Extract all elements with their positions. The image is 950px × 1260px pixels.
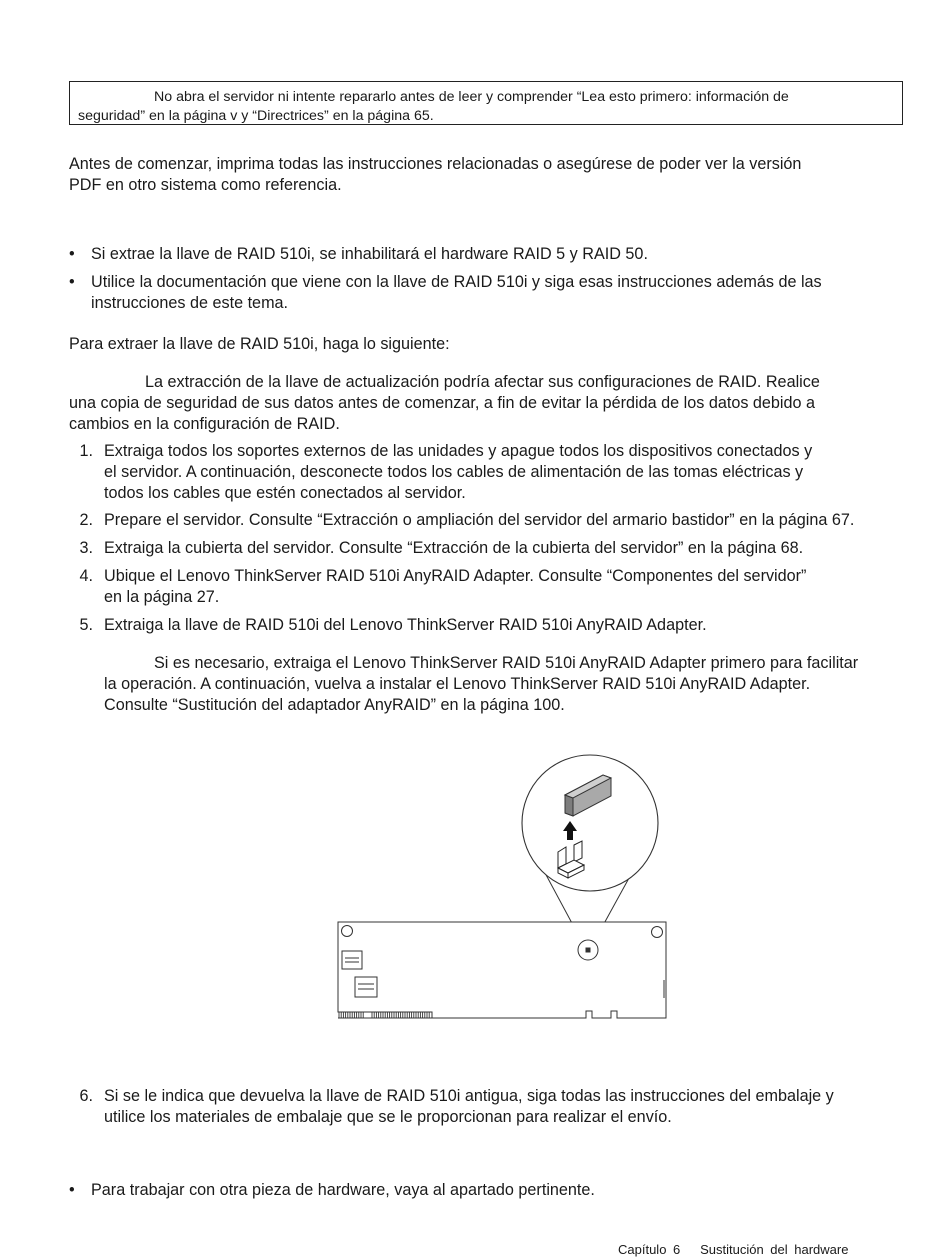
- attention-line2: una copia de seguridad de sus datos antes de comenzar, a fin de evitar la pérdida de los datos debido a: [69, 394, 816, 412]
- warning-text-line2: seguridad” en la página v y “Directrices” en la página 65.: [78, 108, 434, 124]
- magnifier-circle: [522, 755, 658, 891]
- bullet-glyph: •: [69, 273, 75, 291]
- step-number: 6.: [79, 1087, 93, 1105]
- page-footer: [618, 1239, 848, 1260]
- warning-text-line1: No abra el servidor ni intente repararlo antes de leer y comprender “Lea esto primero: información de: [154, 89, 789, 105]
- step-number: 1.: [79, 442, 93, 460]
- step-line: utilice los materiales de embalaje que se le proporcionan para realizar el envío.: [104, 1108, 672, 1126]
- step-text: Extraiga la llave de RAID 510i del Lenovo ThinkServer RAID 510i AnyRAID Adapter.: [104, 616, 707, 634]
- step-number: 5.: [79, 616, 93, 634]
- step-number: 3.: [79, 539, 93, 557]
- step-text: Extraiga la cubierta del servidor. Consulte “Extracción de la cubierta del servidor” en la página 68.: [104, 539, 804, 557]
- note-text-line2: instrucciones de este tema.: [91, 294, 289, 312]
- step-line: en la página 27.: [104, 588, 220, 606]
- next-step-text: Para trabajar con otra pieza de hardware, vaya al apartado pertinente.: [91, 1181, 595, 1199]
- step-number: 2.: [79, 511, 93, 529]
- procedure-intro: Para extraer la llave de RAID 510i, haga lo siguiente:: [69, 335, 450, 353]
- step-line: Extraiga todos los soportes externos de las unidades y apague todos los dispositivos conectados y: [104, 442, 813, 460]
- intro-line1: Antes de comenzar, imprima todas las instrucciones relacionadas o asegúrese de poder ver la versión: [69, 155, 802, 173]
- step-number: 4.: [79, 567, 93, 585]
- step5-note-line3: Consulte “Sustitución del adaptador AnyRAID” en la página 100.: [104, 696, 565, 714]
- step5-note-line2: la operación. A continuación, vuelva a instalar el Lenovo ThinkServer RAID 510i AnyRAID Adapter.: [104, 675, 811, 693]
- step5-note-line1: Si es necesario, extraiga el Lenovo ThinkServer RAID 510i AnyRAID Adapter primero para facilitar: [154, 654, 859, 672]
- intro-line2: PDF en otro sistema como referencia.: [69, 176, 342, 194]
- footer-title: Sustitución del hardware: [700, 1242, 849, 1257]
- step-text: [104, 1086, 909, 1128]
- step-line: el servidor. A continuación, desconecte todos los cables de alimentación de las tomas eléctricas y: [104, 463, 804, 481]
- adapter-board: [338, 922, 666, 1018]
- bullet-glyph: •: [69, 1181, 75, 1199]
- footer-chapter: Capítulo 6: [618, 1242, 681, 1257]
- note-text: Si extrae la llave de RAID 510i, se inhabilitará el hardware RAID 5 y RAID 50.: [91, 245, 648, 263]
- step-text: Prepare el servidor. Consulte “Extracción o ampliación del servidor del armario bastidor” en la página 67.: [104, 511, 855, 529]
- note-text-line1: Utilice la documentación que viene con la llave de RAID 510i y siga esas instrucciones además de las: [91, 273, 822, 291]
- step-line: Ubique el Lenovo ThinkServer RAID 510i AnyRAID Adapter. Consulte “Componentes del servidor”: [104, 567, 807, 585]
- attention-line1: La extracción de la llave de actualización podría afectar sus configuraciones de RAID. Realice: [145, 373, 820, 391]
- step-line: todos los cables que estén conectados al servidor.: [104, 484, 466, 502]
- edge-connector-fingers: [338, 1012, 432, 1018]
- attention-line3: cambios en la configuración de RAID.: [69, 415, 340, 433]
- bullet-glyph: •: [69, 245, 75, 263]
- step-line: Si se le indica que devuelva la llave de RAID 510i antigua, siga todas las instrucciones del embalaje y: [104, 1087, 834, 1105]
